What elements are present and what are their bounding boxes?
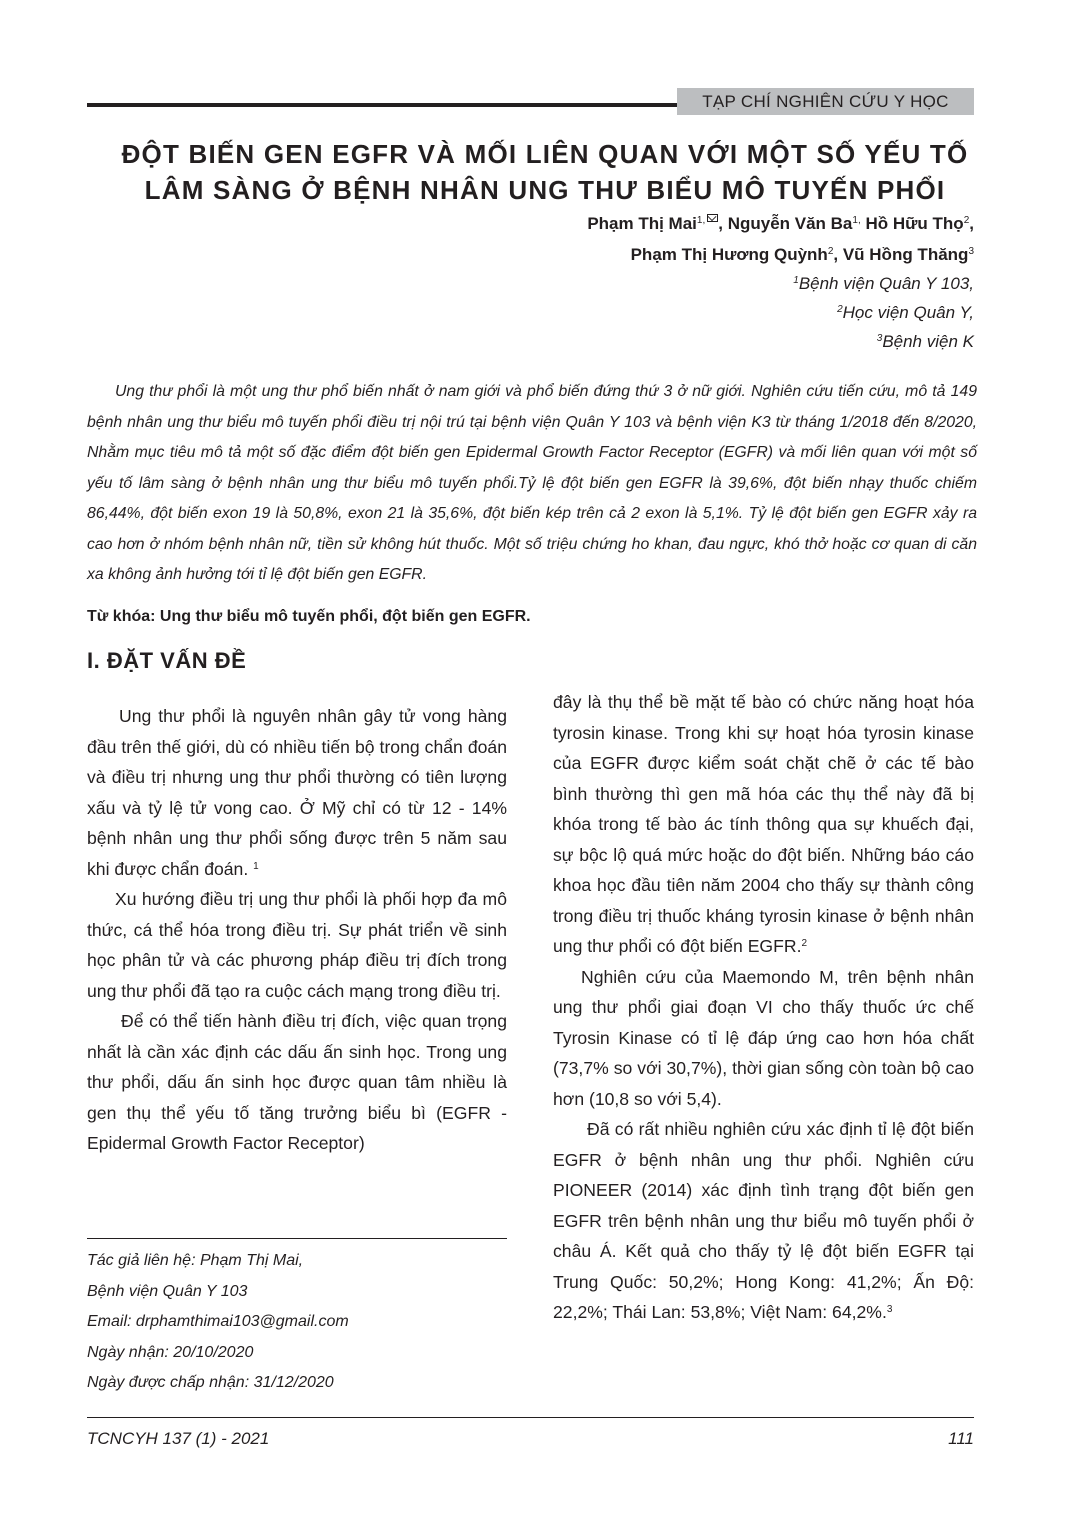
author-affil-sup: 3 [968,246,974,257]
citation-ref: 1 [253,860,259,872]
mail-icon [707,214,718,222]
paragraph-text: đây là thụ thể bề mặt tế bào có chức năng hoạt hóa tyrosin kinase. Trong khi sự hoạt hóa tyrosin kinase của EGFR được kiểm soát chặt chẽ ở các tế bào bình thường thì gen mã hóa các thụ thể này đã bị khóa trong tế bào ác tính thông qua sự khuếch đại, sự bộc lộ quá mức hoặc do đột biến. Những báo cáo khoa học đầu tiên năm 2004 cho thấy sự thành công trong điều trị thuốc kháng tyrosin kinase ở bệnh nhân ung thư phổi có đột biến EGFR. [553,692,974,956]
journal-name: TẠP CHÍ NGHIÊN CỨU Y HỌC [677,88,974,115]
affiliation-sup: 2 [837,304,843,315]
footnote-received: Ngày nhận: 20/10/2020 [87,1343,254,1361]
affiliation-item [793,327,974,356]
affiliation-name: Học viện Quân Y, [842,303,974,322]
author-name: Phạm Thị Hương Quỳnh [630,245,828,264]
abstract: Ung thư phổi là một ung thư phổ biến nhất ở nam giới và phổ biến đứng thứ 3 ở nữ giới. Nghiên cứu tiến cứu, mô tả 149 bệnh nhân ung thư biểu mô tuyến phổi điều trị nội trú tại bệnh viện Quân Y 103 và bệnh viện K3 từ tháng 1/2018 đến 8/2020, Nhằm mục tiêu mô tả một số đặc điểm đột biến gen Epidermal Growth Factor Receptor (EGFR) và mối liên quan với một số yếu tố lâm sàng ở bệnh nhân ung thư biểu mô tuyến phổi.Tỷ lệ đột biến gen EGFR là 39,6%, đột biến nhạy thuốc chiếm 86,44%, đột biến exon 19 là 50,8%, exon 21 là 35,6%, đột biến kép trên cả 2 exon là 5,1%. Tỷ lệ đột biến gen EGFR xảy ra cao hơn ở nhóm bệnh nhân nữ, tiền sử không hút thuốc. Một số triệu chứng ho khan, đau ngực, khó thở hoặc cơ quan di căn xa không ảnh hưởng tới tỉ lệ đột biến gen EGFR. [87,383,977,583]
footnote-email: Email: drphamthimai103@gmail.com [87,1313,349,1330]
citation-ref: 3 [886,1304,893,1315]
citation-ref: 2 [801,938,808,949]
title-line-2: LÂM SÀNG Ở BỆNH NHÂN UNG THƯ BIỂU MÔ TUYẾN PHỔI [144,175,946,205]
author-affil-sup: 1, [696,215,706,226]
author-list [587,208,974,270]
author-separator: , [969,214,974,233]
author-line-2 [587,239,974,270]
author-name: , Nguyễn Văn Ba [718,214,853,233]
article-title [60,136,1030,208]
footnote-accepted: Ngày được chấp nhận: 31/12/2020 [87,1374,334,1391]
author-name: Phạm Thị Mai [587,214,697,233]
header-rule [87,103,677,107]
body-column-right [553,687,974,1328]
page-number: 111 [948,1429,974,1448]
paragraph [553,687,974,962]
paragraph: Nghiên cứu của Maemondo M, trên bệnh nhân ung thư phổi giai đoạn VI cho thấy thuốc ức chế Tyrosin Kinase có tỉ lệ đáp ứng cao hơn hóa chất (73,7% so với 30,7%), thời gian sống còn toàn bộ cao hơn (10,8 so với 5,4). [553,966,974,1109]
footnote-rule [87,1238,507,1239]
affiliation-item [793,298,974,327]
author-affil-sup: 2 [827,246,834,257]
journal-issue: TCNCYH 137 (1) - 2021 [87,1429,270,1448]
section-heading: I. ĐẶT VẤN ĐỀ [87,648,247,673]
paragraph-text: Ung thư phổi là nguyên nhân gây tử vong hàng đầu trên thế giới, dù có nhiều tiến bộ trong chẩn đoán và điều trị nhưng ung thư phổi thường có tiên lượng xấu và tỷ lệ tử vong cao. Ở Mỹ chỉ có từ 12 - 14% bệnh nhân ung thư phổi sống được trên 5 năm sau khi được chẩn đoán. [87,706,507,879]
footnote-org: Bệnh viện Quân Y 103 [87,1282,248,1300]
paragraph: Để có thể tiến hành điều trị đích, việc quan trọng nhất là cần xác định các dấu ấn sinh học. Trong ung thư phổi, dấu ấn sinh học được quan tâm nhiều là gen thụ thể yếu tố tăng trưởng biểu bì (EGFR - Epidermal Growth Factor Receptor) [87,1011,507,1153]
author-affil-sup: 2 [963,215,970,226]
affiliation-sup: 1 [793,275,799,286]
author-line-1 [587,208,974,239]
footer-rule [87,1417,974,1418]
title-line-1: ĐỘT BIẾN GEN EGFR VÀ MỐI LIÊN QUAN VỚI MỘT SỐ YẾU TỐ [121,139,969,169]
body-column-left [87,701,507,1159]
correspondence-footnote [87,1246,507,1399]
author-name: , Vũ Hồng Thăng [833,245,969,264]
paragraph: Xu hướng điều trị ung thư phổi là phối hợp đa mô thức, cá thể hóa trong điều trị. Sự phát triển về sinh học phân tử và các phương pháp điều trị đích trong ung thư phổi đã tạo ra cuộc cách mạng trong điều trị. [87,889,507,1001]
footnote-contact: Tác giả liên hệ: Phạm Thị Mai, [87,1252,304,1269]
affiliation-item [793,269,974,298]
affiliation-list [793,269,974,356]
author-name: Hồ Hữu Thọ [860,214,964,233]
author-affil-sup: 1, [852,215,861,226]
affiliation-name: Bệnh viện Quân Y 103, [798,274,974,293]
paragraph-text: Đã có rất nhiều nghiên cứu xác định tỉ lệ đột biến EGFR ở bệnh nhân ung thư phổi. Nghiên cứu PIONEER (2014) xác định tình trạng đột biến gen EGFR trên bệnh nhân ung thư biểu mô tuyến phổi ở châu Á. Kết quả cho thấy tỷ lệ đột biến EGFR tại Trung Quốc: 50,2%; Hong Kong: 41,2%; Ấn Độ: 22,2%; Thái Lan: 53,8%; Việt Nam: 64,2%. [553,1119,974,1322]
affiliation-sup: 3 [876,333,883,344]
paragraph [87,701,507,884]
affiliation-name: Bệnh viện K [882,332,974,351]
paragraph [553,1114,974,1328]
keywords: Từ khóa: Ung thư biểu mô tuyến phổi, đột biến gen EGFR. [87,608,531,625]
